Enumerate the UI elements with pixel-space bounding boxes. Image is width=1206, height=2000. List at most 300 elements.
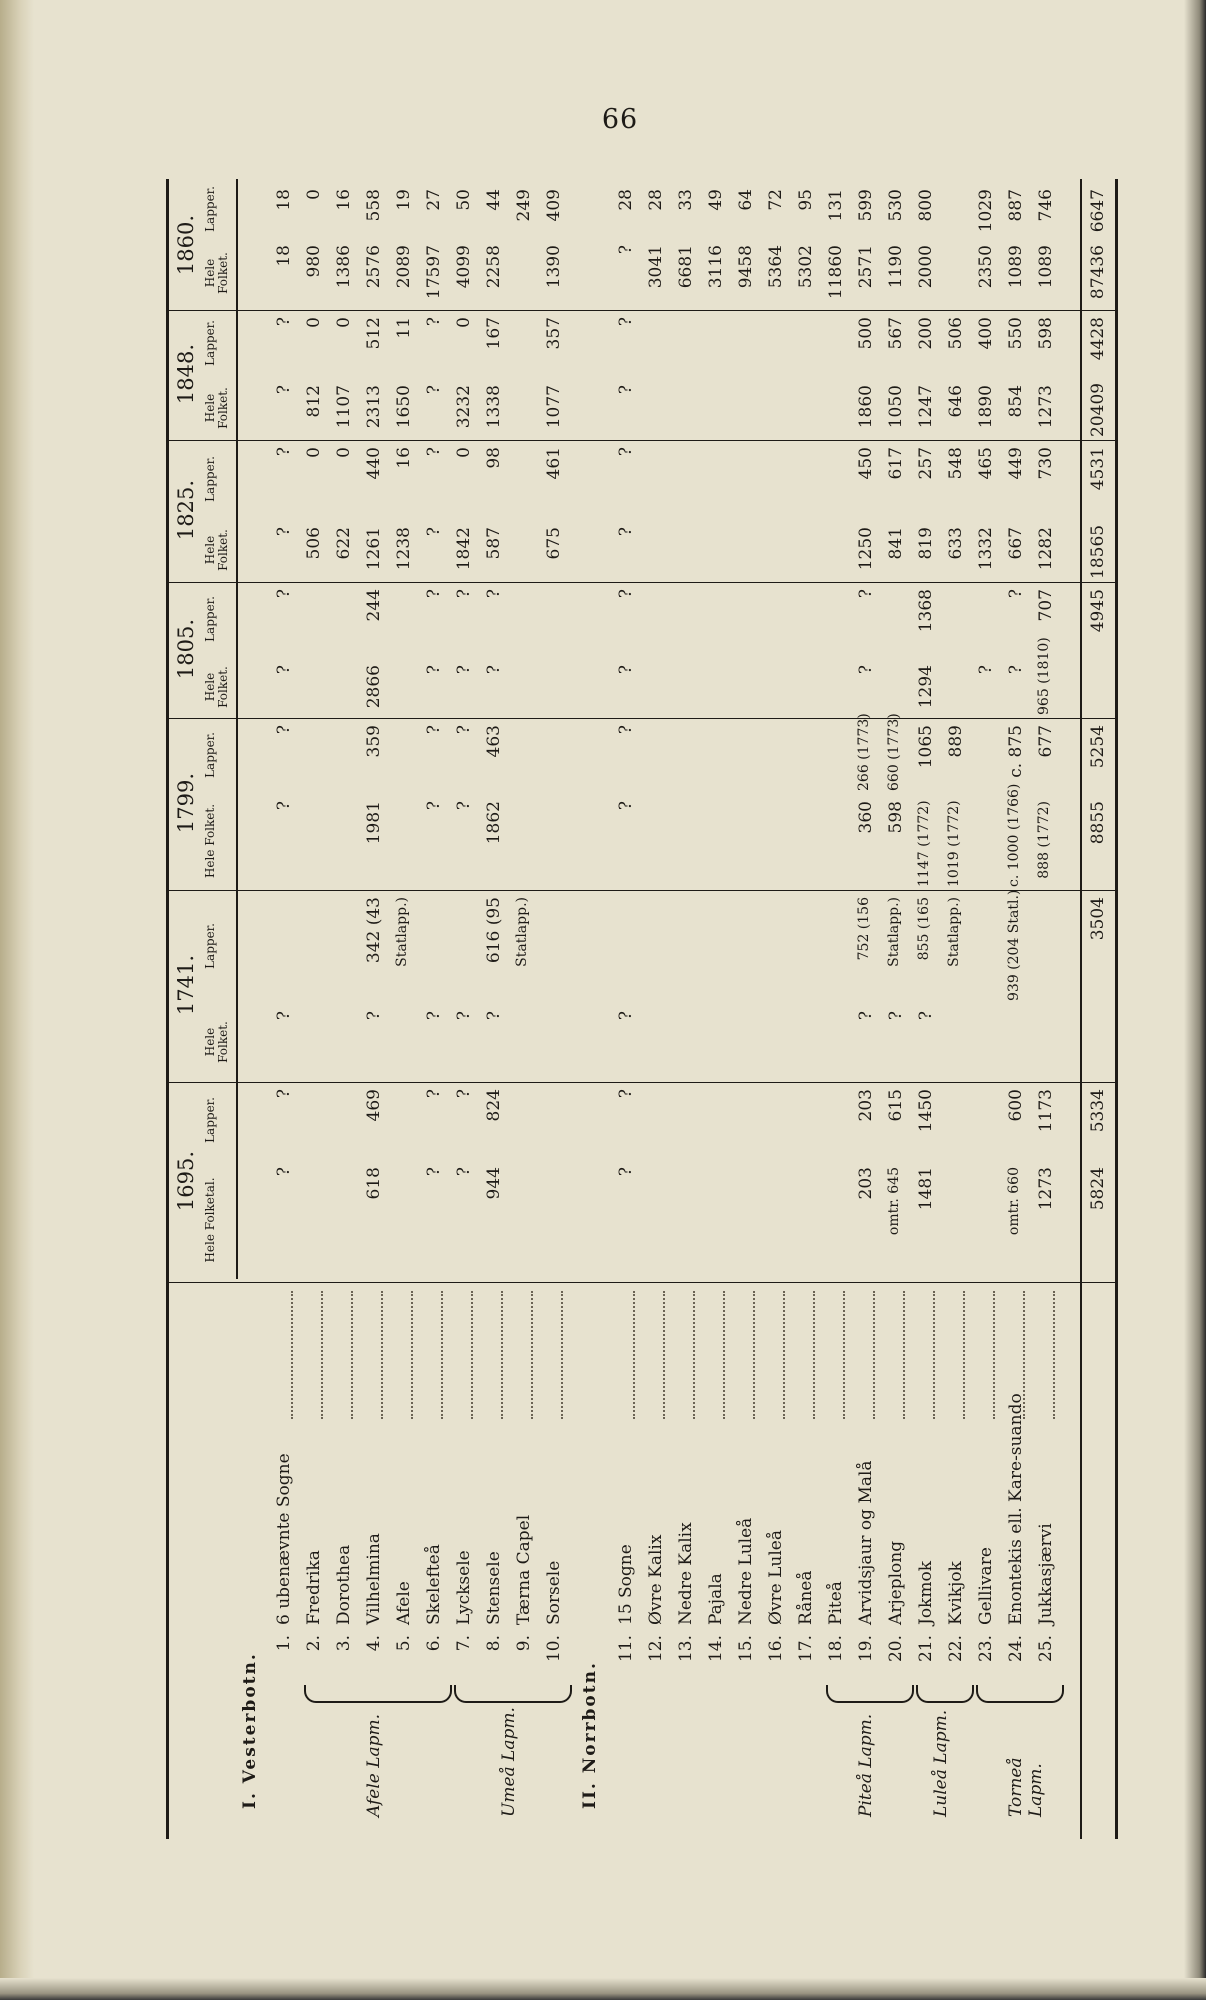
- table-cell: 598: [1036, 317, 1056, 350]
- table-cell: ?: [454, 1089, 474, 1099]
- table-cell: ?: [616, 245, 636, 255]
- table-cell: 1368: [916, 589, 936, 633]
- table-cell: Statlapp.): [886, 897, 902, 967]
- parish-column: [166, 1279, 1118, 1839]
- table-cell: 1650: [394, 385, 414, 429]
- totals-cell: 4945: [1088, 589, 1108, 633]
- row-parish-name: Tærna Capel: [514, 1514, 534, 1625]
- column-rule-3: [166, 718, 1118, 719]
- table-cell: c. 875: [1006, 725, 1026, 778]
- table-cell: 707: [1036, 589, 1056, 622]
- row-parish-name: Øvre Luleå: [766, 1529, 786, 1625]
- year-header-2: 1799.: [174, 772, 198, 834]
- table-cell-lapper-1860: 599: [856, 189, 876, 222]
- row-parish-name: Nedre Luleå: [736, 1517, 756, 1625]
- row-parish-name: 6 ubenævnte Sogne: [274, 1453, 294, 1625]
- table-cell: 1190: [886, 245, 906, 289]
- table-cell: 203: [856, 1089, 876, 1122]
- dot-leader: [291, 1291, 293, 1419]
- table-cell: ?: [274, 447, 294, 457]
- table-cell: 824: [484, 1089, 504, 1122]
- table-cell: 854: [1006, 385, 1026, 418]
- totals-cell: 20409: [1088, 382, 1108, 437]
- dot-leader: [993, 1291, 995, 1419]
- dot-leader: [663, 1291, 665, 1419]
- dot-leader: [753, 1291, 755, 1419]
- table-cell-lapper-1860: 44: [484, 189, 504, 211]
- totals-cell: 87436: [1088, 245, 1108, 300]
- table-cell: 1250: [856, 527, 876, 571]
- row-number: 7.: [454, 1635, 474, 1652]
- totals-cell: 3504: [1088, 897, 1108, 941]
- table-cell-lapper-1860: 19: [394, 189, 414, 211]
- table-cell: 1077: [544, 385, 564, 429]
- table-cell: 1089: [1036, 245, 1056, 289]
- group-head-vesterbotn: I. Vesterbotn.: [240, 1652, 260, 1809]
- table-cell: 1261: [364, 527, 384, 571]
- table-cell: 1050: [886, 385, 906, 429]
- row-number: 6.: [424, 1635, 444, 1652]
- year-header-1: 1741.: [174, 954, 198, 1016]
- table-cell: 506: [946, 317, 966, 350]
- table-cell: ?: [274, 527, 294, 537]
- table-cell: ?: [274, 1089, 294, 1099]
- table-cell: 600: [1006, 1089, 1026, 1122]
- table-cell: 675: [544, 527, 564, 560]
- column-rule-5: [166, 440, 1118, 441]
- table-cell: 98: [484, 447, 504, 469]
- table-cell: Statlapp.): [946, 897, 962, 967]
- row-parish-name: Jukkasjærvi: [1036, 1523, 1056, 1625]
- table-cell: ?: [616, 527, 636, 537]
- table-cell: ?: [616, 447, 636, 457]
- sub-header-13: Lapper.: [203, 186, 217, 232]
- table-cell: c. 1000 (1766): [1006, 783, 1022, 887]
- table-cell: 1332: [976, 527, 996, 571]
- table-cell: 16: [394, 447, 414, 469]
- sub-header-3: Lapper.: [203, 923, 217, 969]
- table-cell: 506: [304, 527, 324, 560]
- row-number: 25.: [1036, 1635, 1056, 1663]
- totals-cell: 4531: [1088, 447, 1108, 491]
- page-number: 66: [601, 104, 639, 135]
- table-cell: 587: [484, 527, 504, 560]
- dot-leader: [873, 1291, 875, 1419]
- row-number: 11.: [616, 1635, 636, 1663]
- year-header: [166, 179, 238, 1279]
- table-cell: 6681: [676, 245, 696, 289]
- year-header-4: 1825.: [174, 479, 198, 541]
- table-cell: 730: [1036, 447, 1056, 480]
- table-cell-lapper-1860: 95: [796, 189, 816, 211]
- table-cell: 512: [364, 317, 384, 350]
- table-cell: 440: [364, 447, 384, 480]
- group-head-norrbotn: II. Norrbotn.: [580, 1661, 600, 1809]
- row-number: 16.: [766, 1635, 786, 1663]
- table-cell: 1862: [484, 801, 504, 845]
- sub-header-8: Hele Folket.: [203, 529, 230, 571]
- table-cell: 1386: [334, 245, 354, 289]
- region-label: Luleå Lapm.: [931, 1709, 951, 1817]
- table-cell: ?: [454, 801, 474, 811]
- table-cell: 2350: [976, 245, 996, 289]
- column-rule-1: [166, 1082, 1118, 1083]
- column-rule-0: [166, 1282, 1118, 1283]
- table-cell: ?: [454, 725, 474, 735]
- totals-cell: 5824: [1088, 1167, 1108, 1211]
- table-cell: 0: [334, 317, 354, 328]
- row-parish-name: Fredrika: [304, 1550, 324, 1625]
- table-cell: 1842: [454, 527, 474, 571]
- dot-leader: [321, 1291, 323, 1419]
- dot-leader: [1053, 1291, 1055, 1419]
- table-cell: ?: [616, 589, 636, 599]
- table-cell: 1107: [334, 385, 354, 429]
- row-parish-name: Vilhelmina: [364, 1533, 384, 1625]
- dot-leader: [411, 1291, 413, 1419]
- table-cell: 660 (1773): [886, 713, 902, 791]
- dot-leader: [1023, 1291, 1025, 1419]
- dot-leader: [531, 1291, 533, 1419]
- table-cell: 1338: [484, 385, 504, 429]
- table-cell: ?: [484, 589, 504, 599]
- region-label: Umeå Lapm.: [499, 1707, 519, 1817]
- table-cell: 622: [334, 527, 354, 560]
- table-cell: 1282: [1036, 527, 1056, 571]
- row-number: 5.: [394, 1635, 414, 1652]
- table-cell-lapper-1860: 800: [916, 189, 936, 222]
- table-cell: ?: [616, 801, 636, 811]
- table-cell: 1481: [916, 1167, 936, 1211]
- totals-cell: 5334: [1088, 1089, 1108, 1133]
- table-cell-lapper-1860: 72: [766, 189, 786, 211]
- table-cell: 633: [946, 527, 966, 560]
- region-brace: [454, 1685, 572, 1703]
- dot-leader: [783, 1291, 785, 1419]
- table-cell: ?: [424, 447, 444, 457]
- table-cell: 9458: [736, 245, 756, 289]
- table-cell: 888 (1772): [1036, 801, 1052, 879]
- dot-leader: [441, 1291, 443, 1419]
- table-cell: 2000: [916, 245, 936, 289]
- table-cell-lapper-1860: 0: [304, 189, 324, 200]
- row-number: 17.: [796, 1635, 816, 1663]
- column-rule-6: [166, 310, 1118, 311]
- table-cell: ?: [274, 665, 294, 675]
- dot-leader: [843, 1291, 845, 1419]
- table-cell: ?: [424, 527, 444, 537]
- sub-header-4: Hele Folket.: [203, 803, 217, 879]
- table-cell: ?: [856, 665, 876, 675]
- table-cell: 5364: [766, 245, 786, 289]
- table-cell: 567: [886, 317, 906, 350]
- table-cell: ?: [976, 665, 996, 675]
- row-number: 8.: [484, 1635, 504, 1652]
- table-cell: 667: [1006, 527, 1026, 560]
- column-rule-4: [166, 582, 1118, 583]
- row-parish-name: Jokmok: [916, 1560, 936, 1625]
- row-parish-name: Lycksele: [454, 1550, 474, 1625]
- table-cell-lapper-1860: 409: [544, 189, 564, 222]
- table-cell: ?: [454, 589, 474, 599]
- row-parish-name: Arjeplong: [886, 1540, 906, 1625]
- row-number: 3.: [334, 1635, 354, 1652]
- table-cell: 342 (43: [364, 897, 384, 964]
- row-parish-name: Nedre Kalix: [676, 1522, 696, 1625]
- row-parish-name: Kvikjok: [946, 1561, 966, 1625]
- table-cell: ?: [424, 589, 444, 599]
- table-cell: 461: [544, 447, 564, 480]
- totals-cell: 4428: [1088, 317, 1108, 361]
- row-number: 13.: [676, 1635, 696, 1663]
- table-cell: ?: [856, 1011, 876, 1021]
- dot-leader: [351, 1291, 353, 1419]
- table-cell: ?: [454, 665, 474, 675]
- sub-header-6: Hele Folket.: [203, 666, 230, 708]
- table-cell: 1065: [916, 725, 936, 769]
- row-number: 2.: [304, 1635, 324, 1652]
- table-cell: 1273: [1036, 1167, 1056, 1211]
- row-number: 24.: [1006, 1635, 1026, 1663]
- table-cell: ?: [424, 1011, 444, 1021]
- region-label: Torneå Lapm.: [1006, 1757, 1046, 1817]
- table-cell: 944: [484, 1167, 504, 1200]
- dot-leader: [903, 1291, 905, 1419]
- table-cell: ?: [616, 1011, 636, 1021]
- table-cell: 855 (165: [916, 897, 932, 961]
- table-cell-lapper-1860: 530: [886, 189, 906, 222]
- table-cell: 980: [304, 245, 324, 278]
- table-cell: 0: [304, 447, 324, 458]
- table-cell: 2313: [364, 385, 384, 429]
- table-cell: Statlapp.): [514, 897, 530, 967]
- row-number: 4.: [364, 1635, 384, 1652]
- table-cell: 5302: [796, 245, 816, 289]
- table-cell: 1273: [1036, 385, 1056, 429]
- table-cell-lapper-1860: 27: [424, 189, 444, 211]
- table-cell: ?: [424, 665, 444, 675]
- table-cell: ?: [424, 801, 444, 811]
- row-number: 10.: [544, 1635, 564, 1663]
- table-cell: ?: [274, 801, 294, 811]
- table-cell-lapper-1860: 746: [1036, 189, 1056, 222]
- table-cell: 616 (95: [484, 897, 504, 964]
- table-cell: ?: [484, 1011, 504, 1021]
- table-cell: 463: [484, 725, 504, 758]
- page-edge-right: [1184, 0, 1206, 2000]
- year-header-0: 1695.: [174, 1150, 198, 1212]
- row-number: 22.: [946, 1635, 966, 1663]
- region-label: Afele Lapm.: [364, 1713, 384, 1817]
- sub-header-10: Hele Folket.: [203, 387, 230, 429]
- table-cell: ?: [274, 589, 294, 599]
- row-parish-name: Afele: [394, 1581, 414, 1625]
- row-parish-name: Skelefteå: [424, 1544, 444, 1625]
- sub-header-9: Lapper.: [203, 456, 217, 502]
- dot-leader: [381, 1291, 383, 1419]
- table-cell-lapper-1860: 28: [616, 189, 636, 211]
- row-number: 19.: [856, 1635, 876, 1663]
- table-cell: 618: [364, 1167, 384, 1200]
- table-cell: ?: [274, 317, 294, 327]
- totals-rule: [1080, 179, 1082, 1839]
- table-cell: 3232: [454, 385, 474, 429]
- totals-cell: 6647: [1088, 189, 1108, 233]
- table-cell: ?: [424, 1089, 444, 1099]
- row-parish-name: Gellivare: [976, 1547, 996, 1625]
- table-cell-lapper-1860: 131: [826, 189, 846, 222]
- table-cell: ?: [616, 317, 636, 327]
- table-cell-lapper-1860: 50: [454, 189, 474, 211]
- table-cell: ?: [274, 725, 294, 735]
- sub-header-7: Lapper.: [203, 596, 217, 642]
- table-cell-lapper-1860: 64: [736, 189, 756, 211]
- table-cell: 203: [856, 1167, 876, 1200]
- table-cell: ?: [856, 589, 876, 599]
- table-cell: 4099: [454, 245, 474, 289]
- table-cell: 465: [976, 447, 996, 480]
- region-brace: [976, 1685, 1064, 1703]
- table-cell: 18: [274, 245, 294, 267]
- table-cell: 1890: [976, 385, 996, 429]
- table-cell: ?: [424, 725, 444, 735]
- table-cell-lapper-1860: 49: [706, 189, 726, 211]
- dot-leader: [933, 1291, 935, 1419]
- table-cell: 0: [304, 317, 324, 328]
- table-cell-lapper-1860: 887: [1006, 189, 1026, 222]
- row-parish-name: Øvre Kalix: [646, 1534, 666, 1625]
- table-cell: 1860: [856, 385, 876, 429]
- row-parish-name: Piteå: [826, 1581, 846, 1625]
- sub-header-5: Lapper.: [203, 732, 217, 778]
- row-number: 1.: [274, 1635, 294, 1652]
- sub-header-11: Lapper.: [203, 320, 217, 366]
- row-parish-name: 15 Sogne: [616, 1544, 636, 1625]
- table-cell: ?: [274, 385, 294, 395]
- table-cell-lapper-1860: 28: [646, 189, 666, 211]
- book-binding: [0, 0, 34, 2000]
- region-brace: [826, 1685, 914, 1703]
- table-cell: ?: [454, 1167, 474, 1177]
- dot-leader: [813, 1291, 815, 1419]
- sub-header-12: Hele Folket.: [203, 252, 230, 294]
- table-cell: ?: [616, 1167, 636, 1177]
- table-cell: 939 (204 Statl.): [1006, 889, 1022, 1001]
- table-cell: 0: [334, 447, 354, 458]
- table-cell: 357: [544, 317, 564, 350]
- row-parish-name: Arvidsjaur og Malå: [856, 1460, 876, 1625]
- totals-cell: 18565: [1088, 524, 1108, 579]
- year-header-5: 1848.: [174, 343, 198, 405]
- row-number: 15.: [736, 1635, 756, 1663]
- table-cell: ?: [616, 725, 636, 735]
- table-cell: 11: [394, 317, 414, 339]
- table-cell: 2258: [484, 245, 504, 289]
- table-cell: ?: [424, 317, 444, 327]
- table-cell: 3041: [646, 245, 666, 289]
- table-cell: 500: [856, 317, 876, 350]
- table-cell: 1173: [1036, 1089, 1056, 1133]
- table-cell: omtr. 645: [886, 1167, 902, 1236]
- dot-leader: [633, 1291, 635, 1419]
- table-cell: ?: [1006, 589, 1026, 599]
- table-cell: ?: [424, 385, 444, 395]
- table-cell: 889: [946, 725, 966, 758]
- table-cell: 469: [364, 1089, 384, 1122]
- table-cell: Statlapp.): [394, 897, 410, 967]
- rotated-population-table: [166, 179, 1118, 1839]
- table-cell: ?: [274, 1167, 294, 1177]
- table-cell: 1247: [916, 385, 936, 429]
- table-cell-lapper-1860: 558: [364, 189, 384, 222]
- dot-leader: [471, 1291, 473, 1419]
- table-cell: ?: [616, 385, 636, 395]
- table-cell: 1390: [544, 245, 564, 289]
- table-cell: ?: [484, 665, 504, 675]
- region-label: Piteå Lapm.: [856, 1713, 876, 1817]
- column-rule-2: [166, 890, 1118, 891]
- sub-header-2: Hele Folket.: [203, 1021, 230, 1063]
- row-number: 14.: [706, 1635, 726, 1663]
- table-cell: 266 (1773): [856, 713, 872, 791]
- table-cell-lapper-1860: 249: [514, 189, 534, 222]
- row-parish-name: Råneå: [796, 1570, 816, 1625]
- dot-leader: [723, 1291, 725, 1419]
- table-cell: 0: [454, 317, 474, 328]
- table-cell-lapper-1860: 18: [274, 189, 294, 211]
- table-cell: 3116: [706, 245, 726, 289]
- sub-header-0: Hele Folketal.: [203, 1177, 217, 1263]
- table-cell: 812: [304, 385, 324, 418]
- table-cell: 2089: [394, 245, 414, 289]
- table-cell: 17597: [424, 245, 444, 300]
- table-cell: 598: [886, 801, 906, 834]
- table-cell: 1294: [916, 665, 936, 709]
- row-parish-name: Pajala: [706, 1573, 726, 1625]
- table-cell: ?: [916, 1011, 936, 1021]
- table-cell: ?: [424, 1167, 444, 1177]
- table-cell: 677: [1036, 725, 1056, 758]
- table-cell-lapper-1860: 1029: [976, 189, 996, 233]
- table-cell: 2866: [364, 665, 384, 709]
- table-cell: 1450: [916, 1089, 936, 1133]
- table-cell: 841: [886, 527, 906, 560]
- table-cell: 449: [1006, 447, 1026, 480]
- table-cell: 200: [916, 317, 936, 350]
- region-brace: [916, 1685, 974, 1703]
- table-cell: 450: [856, 447, 876, 480]
- table-cell: 617: [886, 447, 906, 480]
- table-cell: ?: [616, 665, 636, 675]
- table-cell: ?: [1006, 665, 1026, 675]
- row-number: 23.: [976, 1635, 996, 1663]
- row-number: 18.: [826, 1635, 846, 1663]
- table-cell: 550: [1006, 317, 1026, 350]
- table-cell: 0: [454, 447, 474, 458]
- table-cell: ?: [454, 1011, 474, 1021]
- table-cell: ?: [274, 1011, 294, 1021]
- dot-leader: [693, 1291, 695, 1419]
- row-number: 21.: [916, 1635, 936, 1663]
- table-cell: 965 (1810): [1036, 637, 1052, 715]
- table-cell: 359: [364, 725, 384, 758]
- table-cell: ?: [616, 1089, 636, 1099]
- table-cell: 1238: [394, 527, 414, 571]
- row-parish-name: Dorothea: [334, 1544, 354, 1625]
- sub-header-1: Lapper.: [203, 1097, 217, 1143]
- table-cell: ?: [886, 1011, 906, 1021]
- table-cell: 2576: [364, 245, 384, 289]
